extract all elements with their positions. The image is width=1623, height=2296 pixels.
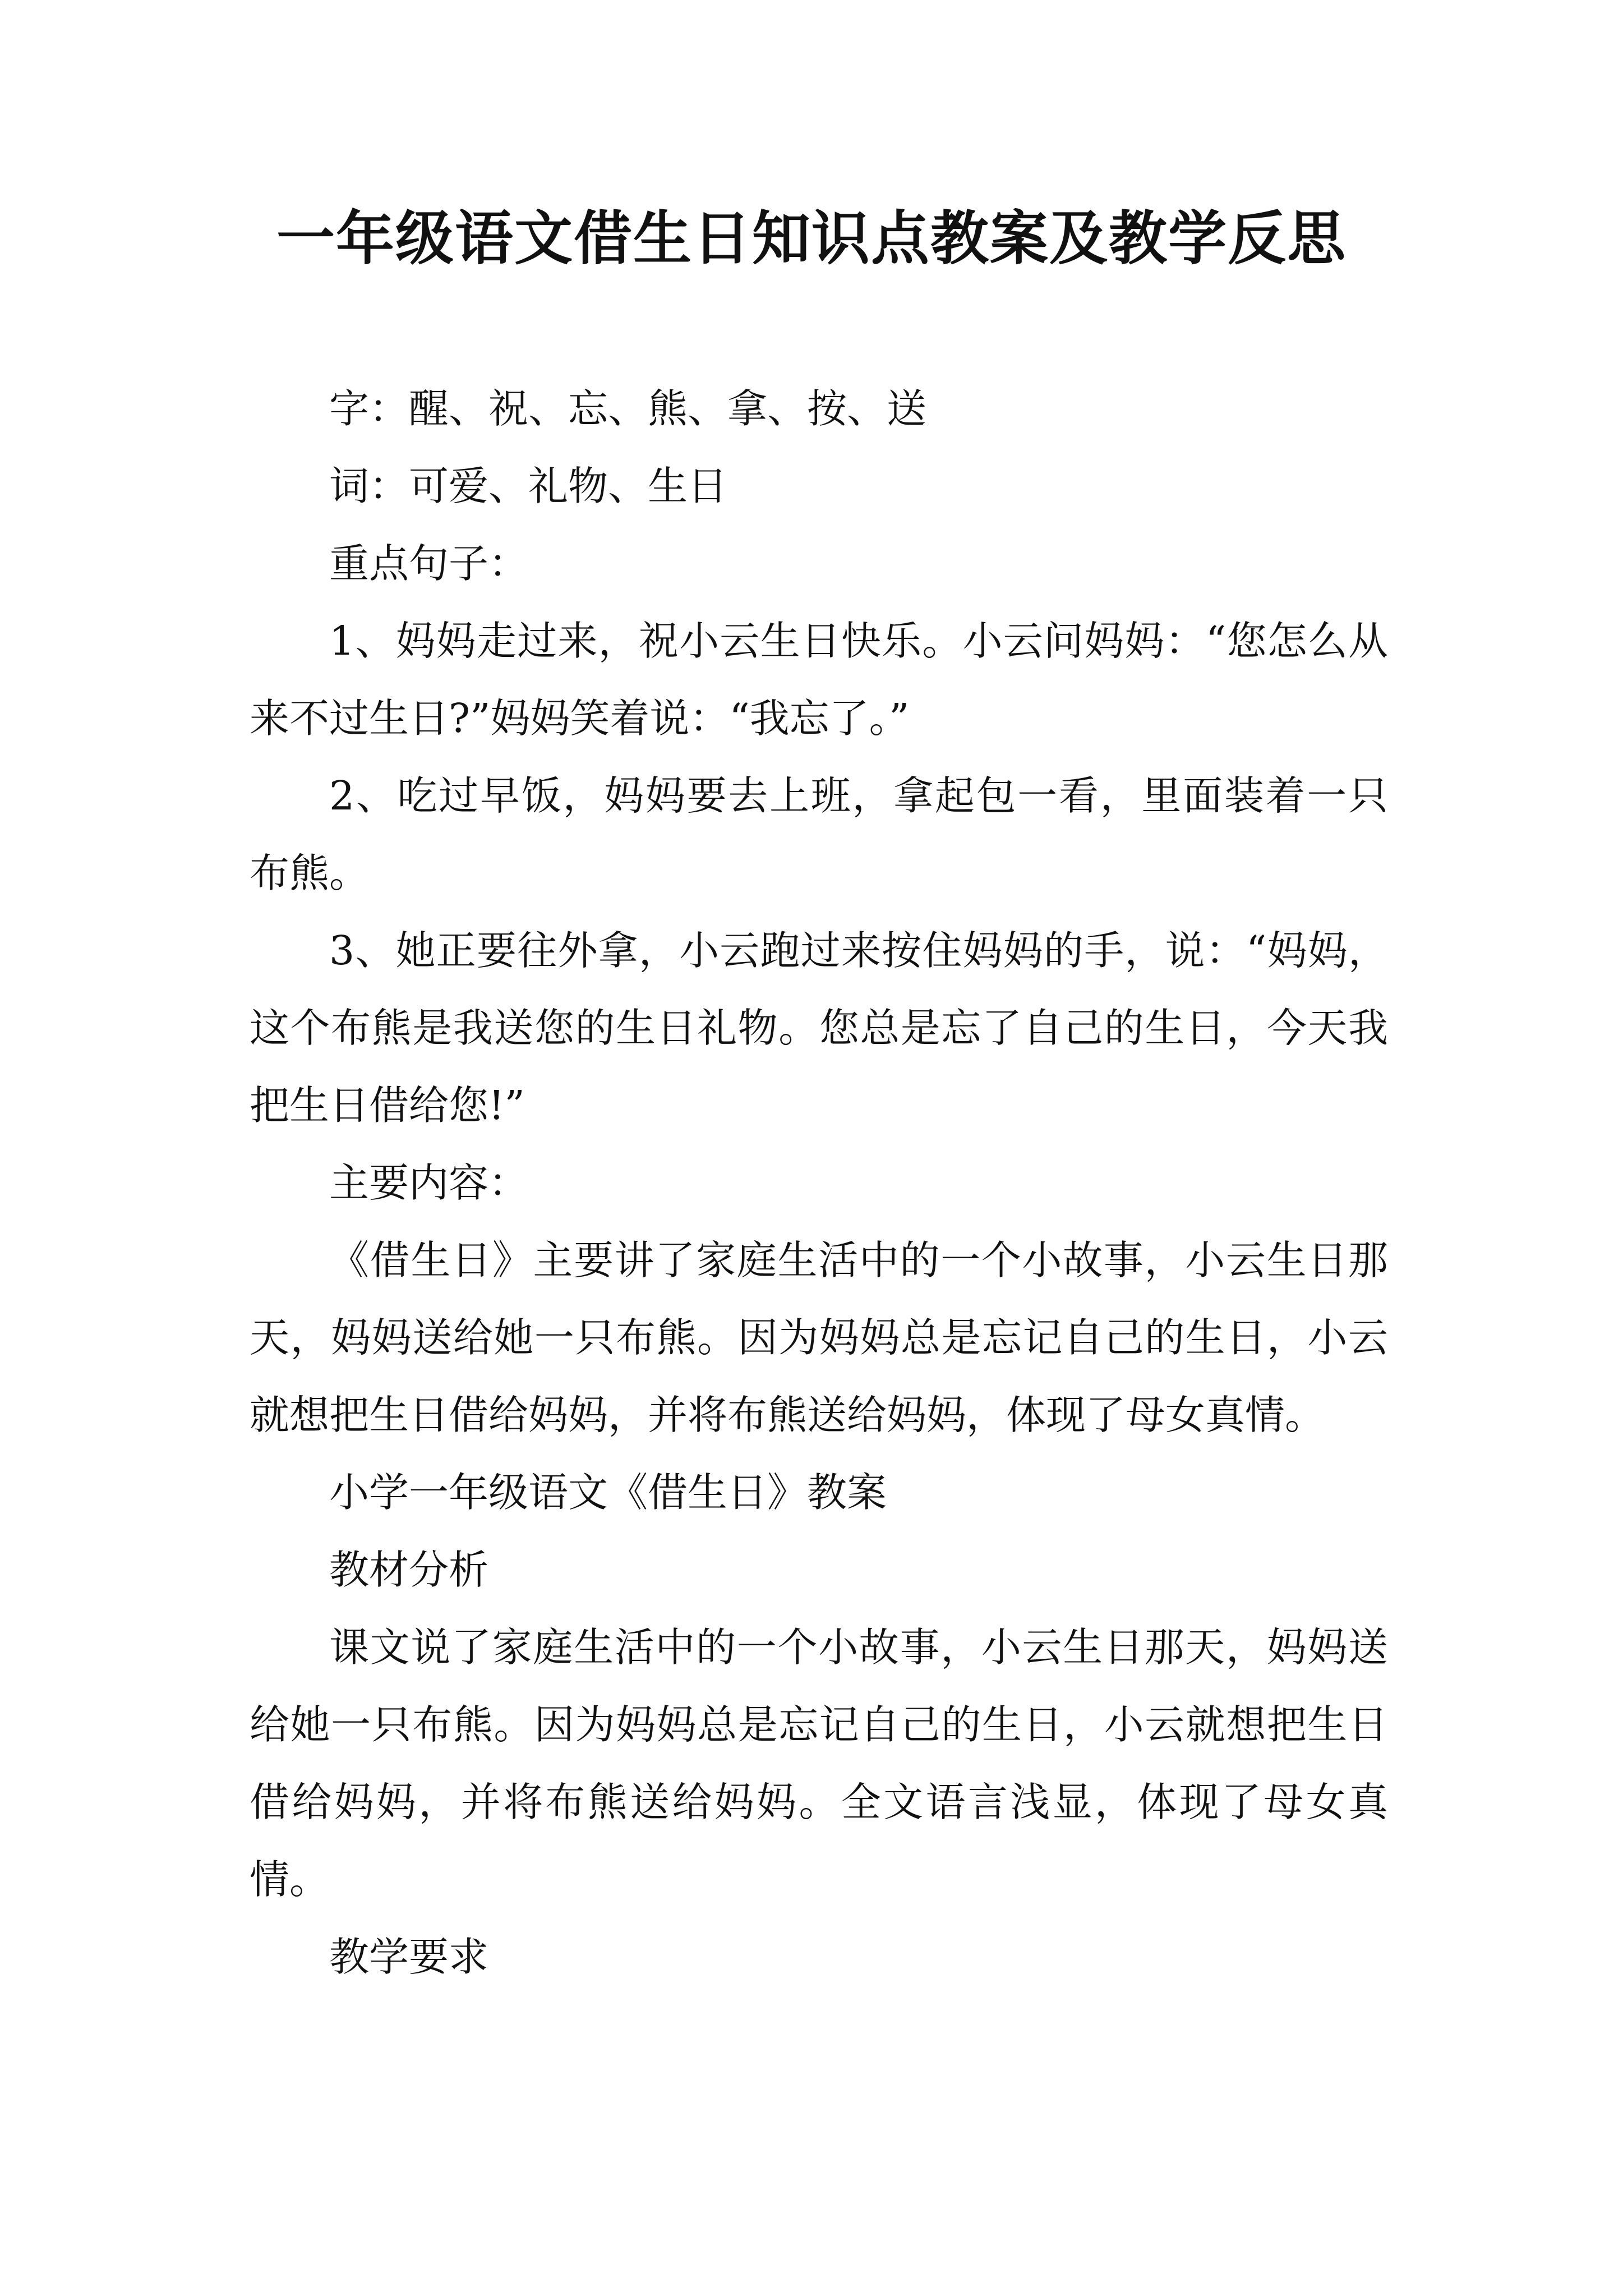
heading-teaching-requirements: 教学要求 xyxy=(329,1934,489,1980)
paragraph-sentence-1: 1、妈妈走过来，祝小云生日快乐。小云问妈妈：“您怎么从来不过生日?”妈妈笑着说：“我忘了。” xyxy=(250,618,1388,742)
heading-key-sentences: 重点句子： xyxy=(329,540,529,587)
heading-lesson-plan: 小学一年级语文《借生日》教案 xyxy=(329,1469,887,1516)
paragraph-characters: 字：醒、祝、忘、熊、拿、按、送 xyxy=(329,385,927,432)
document-title: 一年级语文借生日知识点教案及教学反思 xyxy=(276,204,1347,273)
heading-main-content: 主要内容： xyxy=(329,1159,529,1206)
paragraph-sentence-2: 2、吃过早饭，妈妈要去上班，拿起包一看，里面装着一只布熊。 xyxy=(250,772,1388,896)
paragraph-main-content: 《借生日》主要讲了家庭生活中的一个小故事，小云生日那天，妈妈送给她一只布熊。因为妈妈总是忘记自己的生日，小云就想把生日借给妈妈，并将布熊送给妈妈，体现了母女真情。 xyxy=(250,1237,1388,1438)
paragraph-textbook-analysis: 课文说了家庭生活中的一个小故事，小云生日那天，妈妈送给她一只布熊。因为妈妈总是忘记自己的生日，小云就想把生日借给妈妈，并将布熊送给妈妈。全文语言浅显，体现了母女真情。 xyxy=(250,1624,1388,1903)
heading-textbook-analysis: 教材分析 xyxy=(329,1547,489,1593)
paragraph-sentence-3: 3、她正要往外拿，小云跑过来按住妈妈的手，说：“妈妈，这个布熊是我送您的生日礼物。您总是忘了自己的生日，今天我把生日借给您!” xyxy=(250,927,1388,1129)
paragraph-words: 词：可爱、礼物、生日 xyxy=(329,463,728,509)
document-body xyxy=(250,370,1388,1996)
